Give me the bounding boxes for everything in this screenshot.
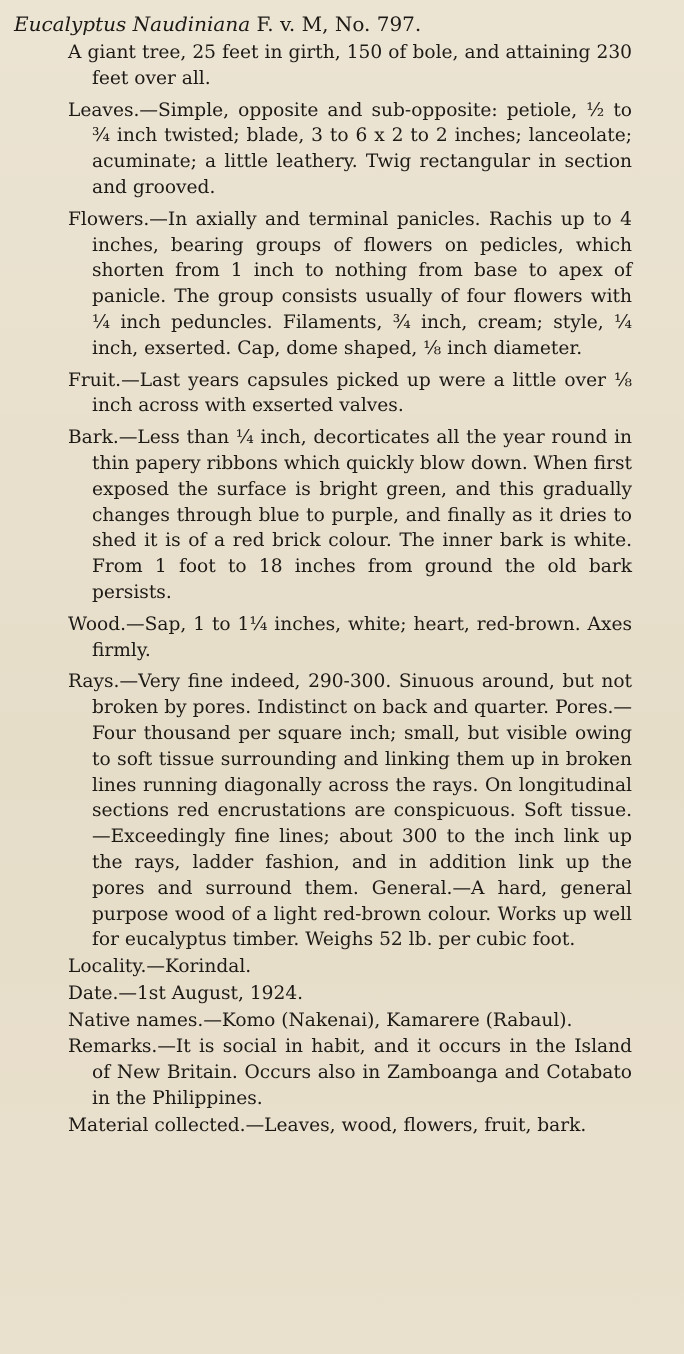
rays-paragraph: Rays.—Very fine indeed, 290-300. Sinuous around, but not broken by pores. Indistinct on back and quarter. Pores.—Four thousand per square inch; small, but visible owing to soft tissue surrounding and linking them up in broken lines running diagonally across the rays. On longitudinal sections red encrustations are conspicuous. Soft tissue.—Exceedingly fine lines; about 300 to the inch link up the rays, ladder fashion, and in addition link up the pores and surround them. General.—A hard, general purpose wood of a light red-brown colour. Works up well for eucalyptus timber. Weighs 52 lb. per cubic foot. <box>68 671 632 951</box>
species-heading <box>14 10 632 38</box>
remarks-paragraph: Remarks.—It is social in habit, and it occurs in the Island of New Britain. Occurs also in Zamboanga and Cotabato in the Philippines. <box>68 1036 632 1110</box>
flowers-paragraph: Flowers.—In axially and terminal panicles. Rachis up to 4 inches, bearing groups of flowers on pedicles, which shorten from 1 inch to nothing from base to apex of panicle. The group consists usually of four flowers with ¼ inch peduncles. Filaments, ¾ inch, cream; style, ¼ inch, exserted. Cap, dome shaped, ⅛ inch diameter. <box>68 208 632 359</box>
wood-paragraph: Wood.—Sap, 1 to 1¼ inches, white; heart, red-brown. Axes firmly. <box>68 613 632 661</box>
material-collected-paragraph: Material collected.—Leaves, wood, flowers, fruit, bark. <box>68 1114 587 1136</box>
species-authority: F. v. M, No. 797. <box>256 12 422 36</box>
native-names-paragraph: Native names.—Komo (Nakenai), Kamarere (Rabaul). <box>68 1009 573 1031</box>
species-name: Eucalyptus Naudiniana <box>14 12 251 36</box>
date-line: Date.—1st August, 1924. <box>68 982 304 1004</box>
locality-line: Locality.—Korindal. <box>68 956 252 978</box>
fruit-paragraph: Fruit.—Last years capsules picked up were a little over ⅛ inch across with exserted valves. <box>68 369 632 417</box>
bark-paragraph: Bark.—Less than ¼ inch, decorticates all the year round in thin papery ribbons which quickly blow down. When first exposed the surface is bright green, and this gradually changes through blue to purple, and finally as it dries to shed it is of a red brick colour. The inner bark is white. From 1 foot to 18 inches from ground the old bark persists. <box>68 427 632 603</box>
description-paragraph: A giant tree, 25 feet in girth, 150 of bole, and attaining 230 feet over all. <box>68 42 632 89</box>
leaves-paragraph: Leaves.—Simple, opposite and sub-opposite: petiole, ½ to ¾ inch twisted; blade, 3 to 6 x 2 to 2 inches; lanceolate; acuminate; a little leathery. Twig rectangular in section and grooved. <box>68 99 632 198</box>
